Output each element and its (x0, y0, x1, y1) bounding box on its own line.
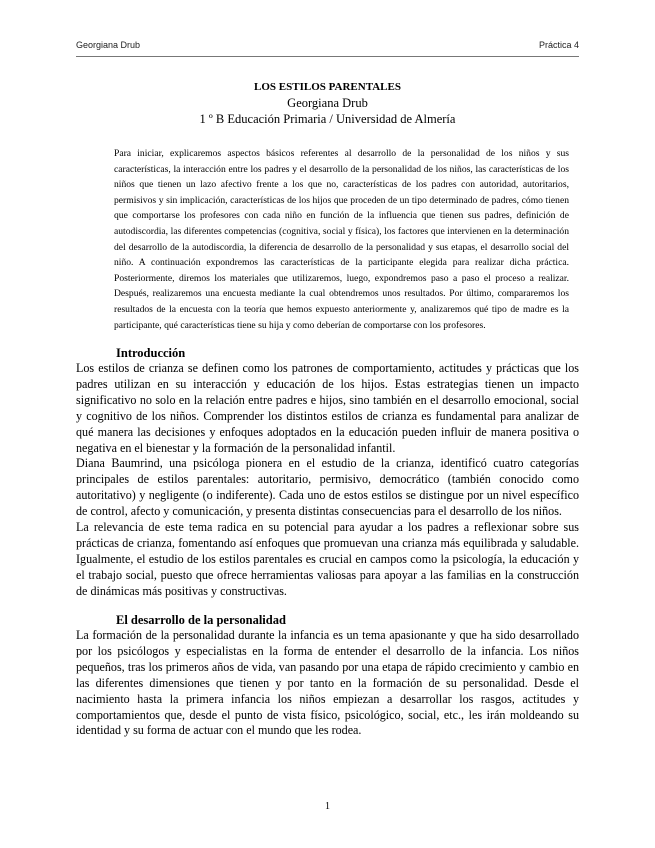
section-heading: Introducción (116, 346, 186, 360)
paragraph: La formación de la personalidad durante la infancia es un tema apasionante y que ha sido desarrollado por los psicólogos y especialistas en la forma de entender el desarrollo de la infancia. Los niños pequeños, tras los primeros años de vida, van pasando por una etapa de rápido crecimiento y cambio en las diferentes dimensiones que tienen y por tanto en la formación de su personalidad. Desde el nacimiento hasta la primera infancia los niños empiezan a desarrollar los rasgos, actitudes y comportamientos que, desde el punto de vista físico, psicológico, social, etc., les irán moldeando su identidad y su forma de actuar con el mundo que les rodea. (76, 628, 579, 738)
paragraph: La relevancia de este tema radica en su potencial para ayudar a los padres a reflexionar sobre sus prácticas de crianza, fomentando así enfoques que promuevan una crianza más equilibrada y saludable. Igualmente, el estudio de los estilos parentales es crucial en campos como la psicología, la educación y el trabajo social, puesto que ofrece herramientas valiosas para apoyar a las familias en la construcción de dinámicas más positivas y constructivas. (76, 520, 579, 598)
document-title: LOS ESTILOS PARENTALES (254, 81, 401, 93)
paragraph: Diana Baumrind, una psicóloga pionera en el estudio de la crianza, identificó cuatro categorías principales de estilos parentales: autoritario, permisivo, democrático (también conocido como autoritativo) y negligente (o indiferente). Cada uno de estos estilos se distingue por un nivel específico de control, afecto y comunicación, y presenta distintas consecuencias para el desarrollo de los niños. (76, 456, 579, 519)
title-block (76, 80, 579, 127)
paragraph: Los estilos de crianza se definen como los patrones de comportamiento, actitudes y prácticas que los padres utilizan en su interacción y educación de los hijos. Estas estrategias tienen un impacto significativo no solo en la relación entre padres e hijos, sino también en el desarrollo emocional, social y cognitivo de los niños. Comprender los distintos estilos de crianza es fundamental para analizar de qué manera las decisiones y enfoques adoptados en la educación pueden influir de manera positiva o negativa en el bienestar y la formación de la personalidad infantil. (76, 361, 579, 455)
abstract (114, 146, 569, 333)
section-desarrollo-personalidad (76, 613, 579, 739)
abstract-text: Para iniciar, explicaremos aspectos básicos referentes al desarrollo de la personalidad de los niños y sus características, la interacción entre los padres y el desarrollo de la personalidad de los niños, las características de los niños que tienen un lazo afectivo frente a los que no, características de los padres con autoridad, autoritarios, permisivos y sin implicación, características de los hijos que proceden de un tipo determinado de padres, cómo tienen que comportarse los profesores con cada niño en función de la influencia que tienen sus padres, definición de autodiscordia, las diferentes competencias (cognitiva, social y física), los factores que intervienen en la determinación del desarrollo de la autodiscordia, la diferencia de desarrollo de la personalidad y sus etapas, el desarrollo social del niño. A continuación expondremos las características de la participante elegida para realizar dicha práctica. Posteriormente, diremos los materiales que utilizaremos, luego, expondremos paso a paso el proceso a realizar. Después, realizaremos una encuesta mediante la cual obtendremos unos resultados. Por último, compararemos los resultados de la encuesta con la teoría que hemos expuesto anteriormente y, analizaremos qué tipo de madre es la participante, qué características tiene su hija y como deberían de comportarse con los profesores. (114, 148, 569, 331)
section-introduccion (76, 346, 579, 600)
section-heading: El desarrollo de la personalidad (116, 613, 286, 627)
page-number: 1 (325, 801, 330, 812)
author-affiliation: 1 º B Educación Primaria / Universidad de Almería (199, 112, 456, 126)
header-rule (76, 56, 579, 57)
running-header-title: Práctica 4 (538, 40, 579, 50)
running-header-author: Georgiana Drub (76, 40, 141, 50)
author-name: Georgiana Drub (287, 96, 368, 110)
